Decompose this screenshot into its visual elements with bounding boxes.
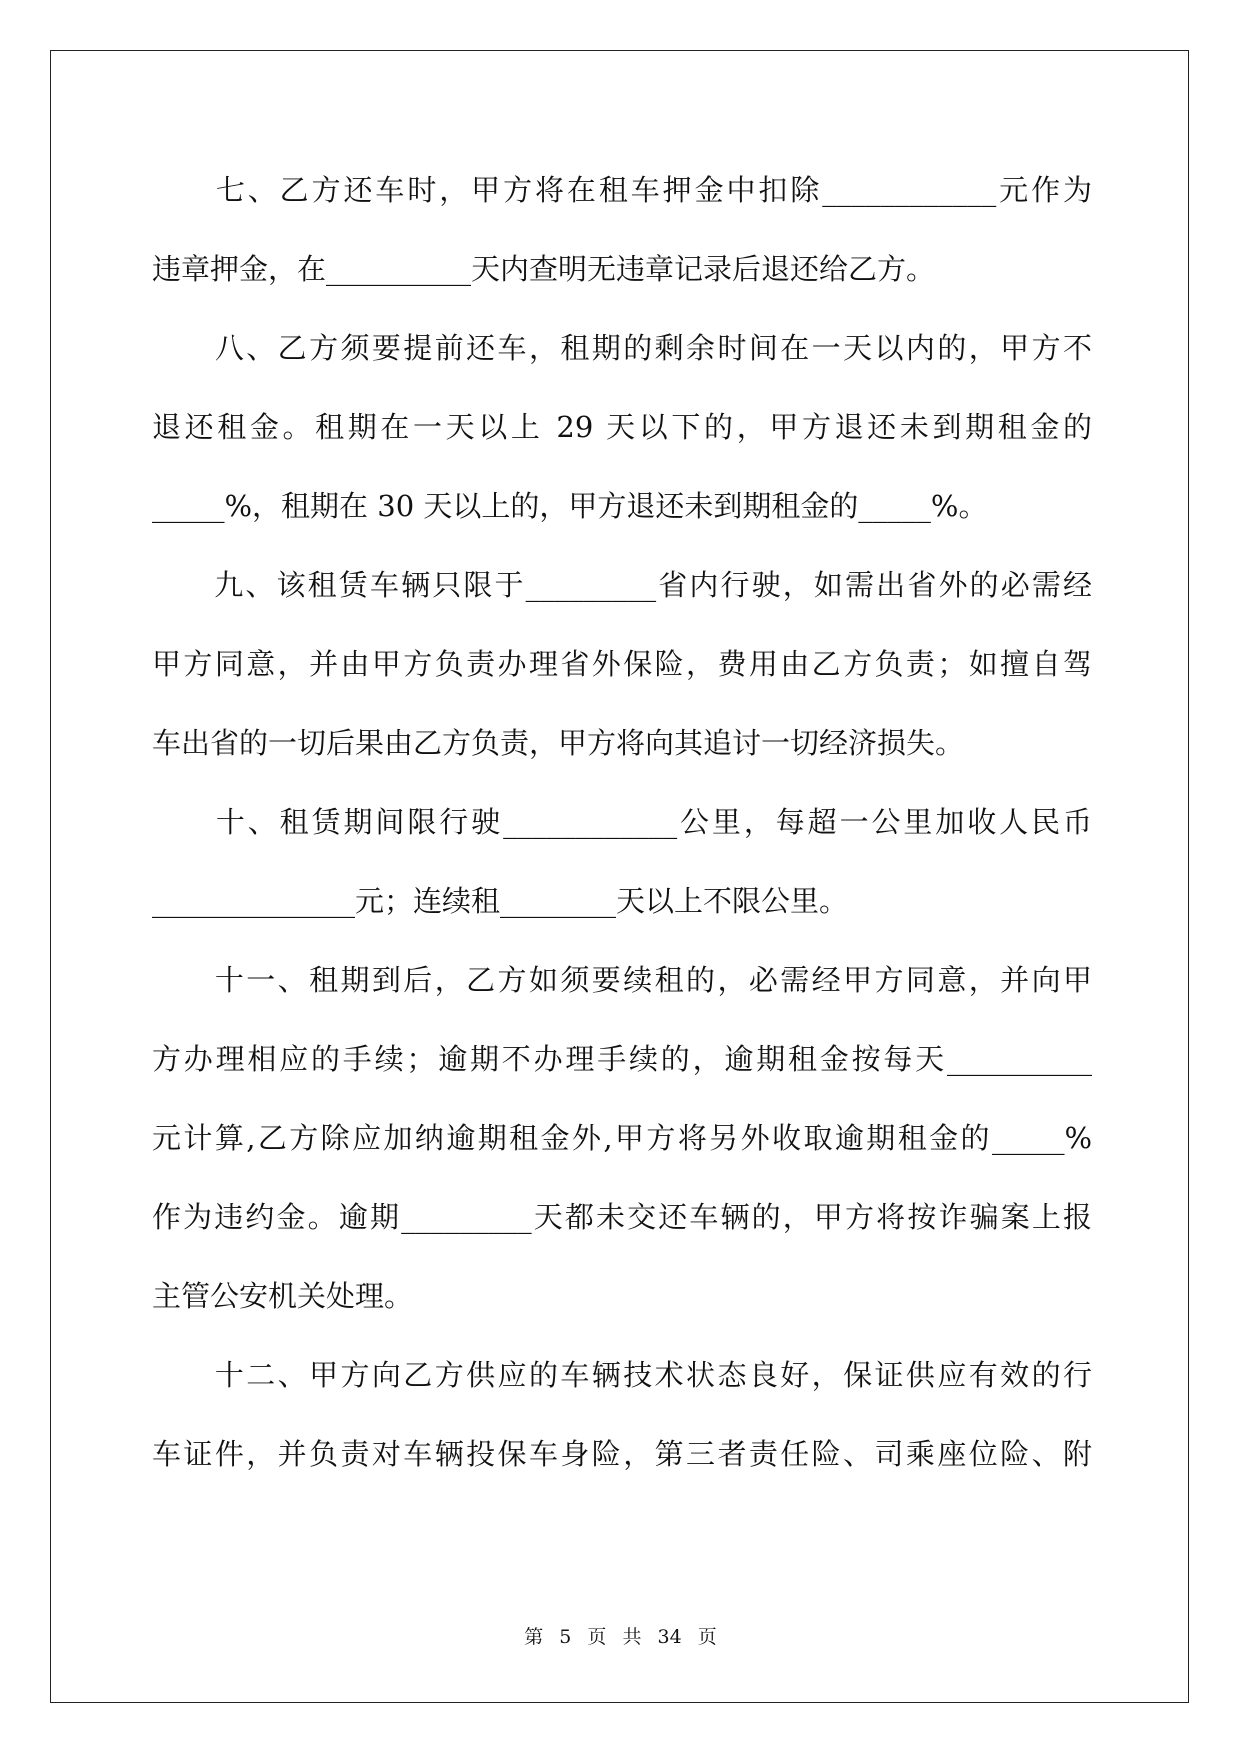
text-line-15: 主管公安机关处理。 [152,1279,414,1313]
text-line-6: 九、该租赁车辆只限于_________省内行驶，如需出省外的必需经 [152,568,1092,602]
text-line-14: 作为违约金。逾期_________天都未交还车辆的，甲方将按诈骗案上报 [152,1200,1092,1234]
text-line-17: 车证件，并负责对车辆投保车身险，第三者责任险、司乘座位险、附 [152,1437,1092,1471]
text-line-9: 十、租赁期间限行驶____________公里，每超一公里加收人民币 [152,805,1092,839]
text-line-1: 七、乙方还车时，甲方将在租车押金中扣除____________元作为 [152,173,1092,207]
text-line-11: 十一、租期到后，乙方如须要续租的，必需经甲方同意，并向甲 [152,963,1092,997]
text-line-3: 八、乙方须要提前还车，租期的剩余时间在一天以内的，甲方不 [152,331,1092,365]
text-line-2: 违章押金，在__________天内查明无违章记录后退还给乙方。 [152,252,936,286]
text-line-13: 元计算,乙方除应加纳逾期租金外,甲方将另外收取逾期租金的_____% [152,1121,1092,1155]
text-line-10: ______________元；连续租________天以上不限公里。 [152,884,849,918]
text-line-4: 退还租金。租期在一天以上 29 天以下的，甲方退还未到期租金的 [152,410,1092,444]
text-line-5: _____%，租期在 30 天以上的，甲方退还未到期租金的_____%。 [152,489,988,523]
text-line-7: 甲方同意，并由甲方负责办理省外保险，费用由乙方负责；如擅自驾 [152,647,1092,681]
text-line-16: 十二、甲方向乙方供应的车辆技术状态良好，保证供应有效的行 [152,1358,1092,1392]
text-line-8: 车出省的一切后果由乙方负责，甲方将向其追讨一切经济损失。 [152,726,965,760]
text-line-12: 方办理相应的手续；逾期不办理手续的，逾期租金按每天__________ [152,1042,1092,1076]
page-footer: 第 5 页 共 34 页 [524,1626,717,1648]
